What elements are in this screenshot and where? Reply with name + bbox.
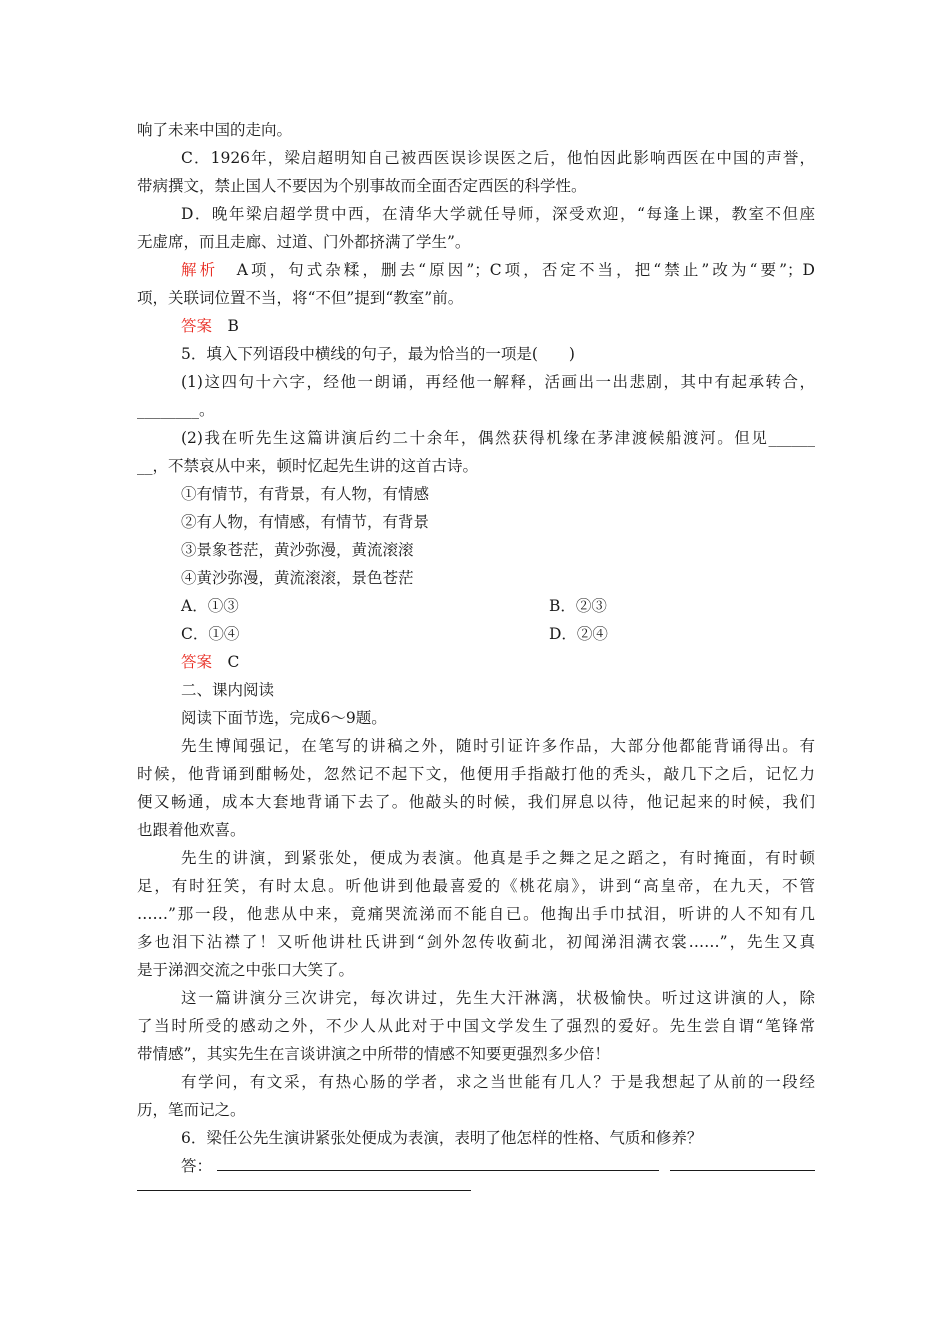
choice-c: C．①④ (181, 625, 240, 643)
passage-line: 先生博闻强记，在笔写的讲稿之外，随时引证许多作品，大部分他都能背诵得出。有 (181, 737, 815, 755)
answer-prefix: 答： (181, 1157, 213, 1175)
passage-line: 先生的讲演，到紧张处，便成为表演。他真是手之舞之足之蹈之，有时掩面，有时顿 (181, 849, 815, 867)
choice-row (181, 624, 815, 644)
passage-line: 多也泪下沾襟了！又听他讲杜氏讲到“剑外忽传收蓟北，初闻涕泪满衣裳……”，先生又真 (137, 933, 815, 951)
text-line: 响了未来中国的走向。 (137, 121, 293, 139)
passage-line: ……”那一段，他悲从中来，竟痛哭流涕而不能自已。他掏出手巾拭泪，听讲的人不知有几 (137, 905, 815, 923)
answer-line (181, 316, 239, 336)
list-item: ④黄沙弥漫，黄流滚滚，景色苍茫 (181, 569, 414, 587)
passage-line: 便又畅通，成本大套地背诵下去了。他敲头的时候，我们屏息以待，他记起来的时候，我们 (137, 793, 815, 811)
text-line: 项，关联词位置不当，将“不但”提到“教室”前。 (137, 289, 464, 307)
analysis-line (181, 260, 815, 280)
text-line: __，不禁哀从中来，顿时忆起先生讲的这首古诗。 (137, 457, 479, 475)
text-line: (1)这四句十六字，经他一朗诵，再经他一解释，活画出一出悲剧，其中有起承转合， (181, 373, 815, 391)
answer-label: 答案 (181, 317, 213, 335)
passage-line: 带情感”，其实先生在言谈讲演之中所带的情感不知要更强烈多少倍！ (137, 1045, 610, 1063)
analysis-label: 解析 (181, 261, 219, 279)
choice-row (181, 596, 815, 616)
passage-line: 是于涕泗交流之中张口大笑了。 (137, 961, 355, 979)
option-c-line: C．1926年，梁启超明知自己被西医误诊误医之后，他怕因此影响西医在中国的声誉， (181, 149, 815, 167)
passage-line: 也跟着他欢喜。 (137, 821, 246, 839)
answer-area (137, 1176, 815, 1196)
passage-line: 了当时所受的感动之外，不少人从此对于中国文学发生了强烈的爱好。先生尝自谓“笔锋常 (137, 1017, 815, 1035)
passage-line: 历，笔而记之。 (137, 1101, 246, 1119)
option-d-line: D．晚年梁启超学贯中西，在清华大学就任导师，深受欢迎，“每逢上课，教室不但座 (181, 205, 815, 223)
answer-label: 答案 (181, 653, 213, 671)
list-item: ①有情节，有背景，有人物，有情感 (181, 485, 430, 503)
text-line: 无虚席，而且走廊、过道、门外都挤满了学生”。 (137, 233, 471, 251)
answer-blank[interactable] (217, 1156, 659, 1171)
text-line: ________。 (137, 401, 215, 419)
answer-blank[interactable] (137, 1176, 471, 1191)
choice-d: D．②④ (549, 625, 608, 643)
passage-line: 时候，他背诵到酣畅处，忽然记不起下文，他便用手指敲打他的秃头，敲几下之后，记忆力 (137, 765, 815, 783)
text-line: 带病撰文，禁止国人不要因为个别事故而全面否定西医的科学性。 (137, 177, 587, 195)
passage-line: 这一篇讲演分三次讲完，每次讲过，先生大汗淋漓，状极愉快。听过这讲演的人，除 (181, 989, 815, 1007)
passage-line: 足，有时狂笑，有时太息。听他讲到他最喜爱的《桃花扇》，讲到“高皇帝，在九天，不管 (137, 877, 815, 895)
answer-blank[interactable] (670, 1156, 815, 1171)
passage-line: 有学问，有文采，有热心肠的学者，求之当世能有几人？于是我想起了从前的一段经 (181, 1073, 815, 1091)
section-heading: 二、课内阅读 (181, 681, 275, 699)
question-6: 6．梁任公先生演讲紧张处便成为表演，表明了他怎样的性格、气质和修养？ (181, 1129, 703, 1147)
text-line: (2)我在听先生这篇讲演后约二十余年，偶然获得机缘在茅津渡候船渡河。但见______ (181, 429, 815, 447)
answer-value: B (227, 317, 239, 335)
text-line: 阅读下面节选，完成6～9题。 (181, 709, 387, 727)
choice-b: B．②③ (549, 597, 607, 615)
analysis-text: A项，句式杂糅，删去“原因”；C项，否定不当，把“禁止”改为“要”；D (236, 261, 815, 279)
answer-value: C (227, 653, 240, 671)
list-item: ③景象苍茫，黄沙弥漫，黄流滚滚 (181, 541, 414, 559)
answer-area (181, 1156, 815, 1176)
question-5: 5．填入下列语段中横线的句子，最为恰当的一项是( ) (181, 345, 575, 363)
list-item: ②有人物，有情感，有情节，有背景 (181, 513, 430, 531)
choice-a: A．①③ (181, 597, 239, 615)
answer-line (181, 652, 239, 672)
